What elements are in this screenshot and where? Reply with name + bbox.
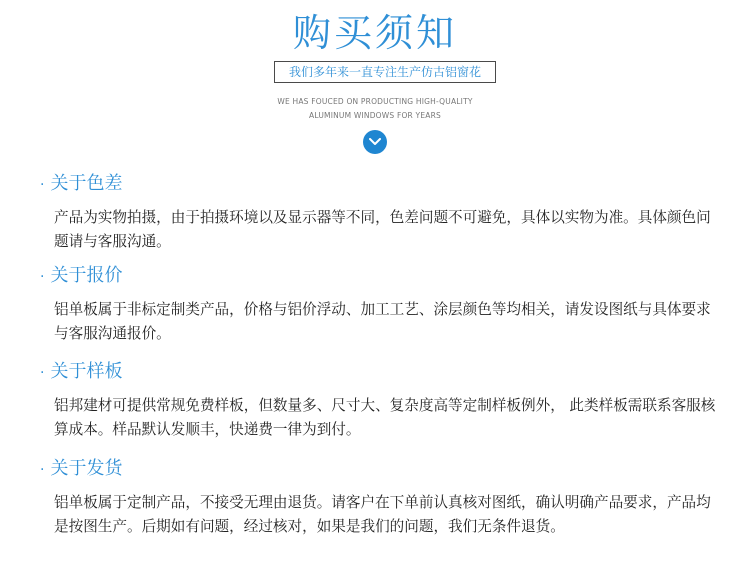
page-title: 购买须知 (292, 11, 457, 55)
section-title-text: 关于报价 (50, 265, 123, 286)
bullet: · (40, 462, 45, 478)
section-title-text: 关于发货 (50, 458, 123, 479)
bullet: · (40, 177, 45, 193)
section-title-samples (40, 360, 122, 385)
bullet: · (40, 269, 45, 285)
english-tagline-line2: ALUMINUM WINDOWS FOR YEARS (309, 111, 441, 120)
section-body-color-difference: 产品为实物拍摄，由于拍摄环境以及显示器等不同，色差问题不可避免，具体以实物为准。具体颜色问题请与客服沟通。 (54, 209, 711, 250)
section-title-text: 关于色差 (50, 173, 123, 194)
section-body-shipping: 铝单板属于定制产品，不接受无理由退货。请客户在下单前认真核对图纸，确认明确产品要求，产品均是按图生产。后期如有问题，经过核对，如果是我们的问题，我们无条件退货。 (54, 494, 711, 535)
bullet: · (40, 365, 45, 381)
english-tagline-line1: WE HAS FOUCED ON PRODUCTING HIGH-QUALITY (277, 97, 473, 106)
section-body-samples: 铝邦建材可提供常规免费样板，但数量多、尺寸大、复杂度高等定制样板例外， 此类样板需联系客服核算成本。样品默认发顺丰，快递费一律为到付。 (54, 397, 716, 438)
section-body-quotation: 铝单板属于非标定制类产品，价格与铝价浮动、加工工艺、涂层颜色等均相关，请发设图纸与具体要求与客服沟通报价。 (54, 301, 711, 342)
section-title-shipping (40, 457, 122, 482)
chevron-down-icon (363, 130, 387, 154)
subtitle-box: 我们多年来一直专注生产仿古铝窗花 (274, 61, 496, 83)
section-title-quotation (40, 264, 122, 289)
section-title-color-difference (40, 172, 122, 197)
section-title-text: 关于样板 (50, 361, 123, 382)
